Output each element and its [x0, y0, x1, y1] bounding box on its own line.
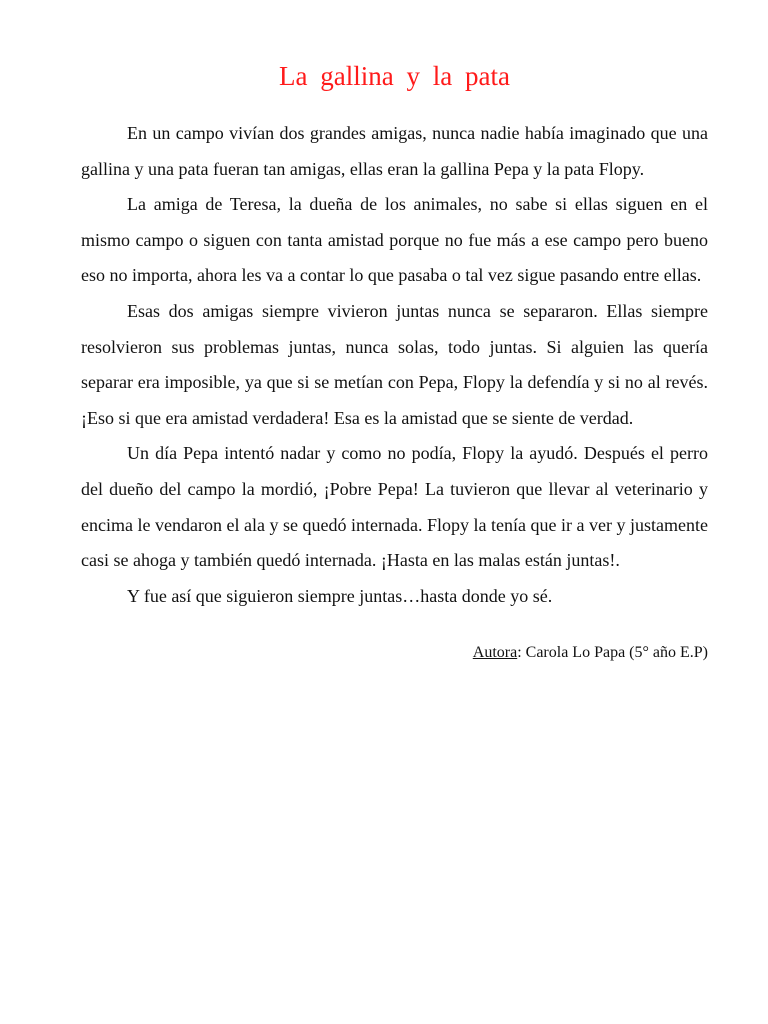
author-label: Autora	[472, 644, 518, 662]
paragraph-4: Un día Pepa intentó nadar y como no podía, Flopy la ayudó. Después el perro del dueño del campo la mordió, ¡Pobre Pepa! La tuvieron que llevar al veterinario y encima le vendaron el ala y se quedó internada. Flopy la tenía que ir a ver y justamente casi se ahoga y también quedó internada. ¡Hasta en las malas están juntas!.	[81, 443, 708, 571]
paragraph-3: Esas dos amigas siempre vivieron juntas nunca se separaron. Ellas siempre resolvieron sus problemas juntas, nunca solas, todo juntas. Si alguien las quería separar era imposible, ya que si se metían con Pepa, Flopy la defendía y si no al revés. ¡Eso si que era amistad verdadera! Esa es la amistad que se siente de verdad.	[81, 300, 708, 428]
author-name: : Carola Lo Papa (5° año E.P)	[517, 644, 708, 662]
paragraph-2: La amiga de Teresa, la dueña de los animales, no sabe si ellas siguen en el mismo campo o siguen con tanta amistad porque no fue más a ese campo pero bueno eso no importa, ahora les va a contar lo que pasaba o tal vez sigue pasando entre ellas.	[81, 194, 708, 286]
author-signature	[81, 642, 708, 664]
paragraph-5: Y fue así que siguieron siempre juntas…hasta donde yo sé.	[127, 585, 553, 606]
page-title: La gallina y la pata	[279, 61, 510, 91]
paragraph-1: En un campo vivían dos grandes amigas, nunca nadie había imaginado que una gallina y una pata fueran tan amigas, ellas eran la gallina Pepa y la pata Flopy.	[81, 123, 708, 179]
